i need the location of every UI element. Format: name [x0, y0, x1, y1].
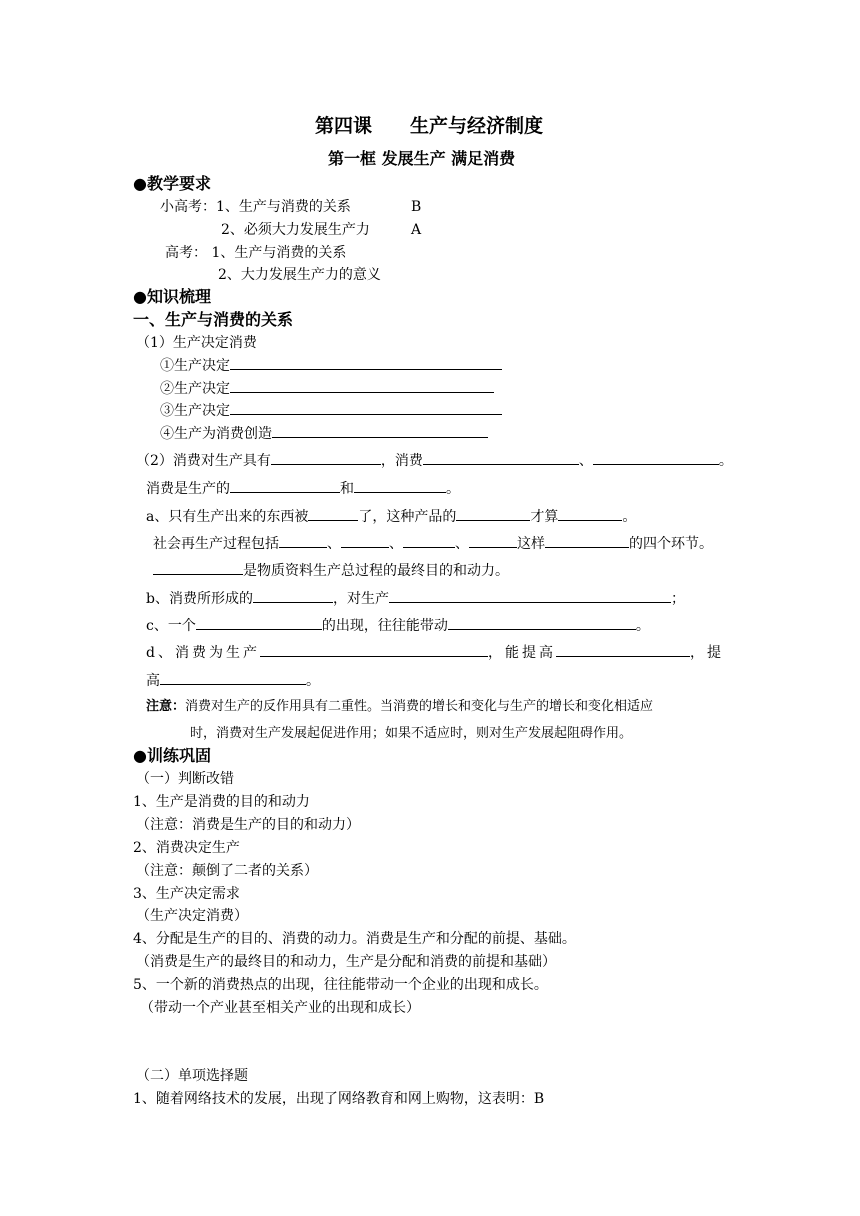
p1-item-b: ②生产决定 — [160, 378, 494, 399]
p2-line: （2）消费对生产具有 ，消费 、 。 — [136, 450, 733, 471]
training-item-2: 2、消费决定生产 — [133, 840, 240, 856]
req-xiao-1: 小高考：1、生产与消费的关系 — [160, 199, 351, 215]
training-part2: （二）单项选择题 — [136, 1068, 248, 1084]
req-xiao-2-grade: A — [411, 222, 422, 238]
training-item-5-note: （带动一个产业甚至相关产业的出现和成长） — [140, 1000, 420, 1016]
req-xiao-1-grade: B — [411, 199, 422, 215]
training-item-4-note: （消费是生产的最终目的和动力，生产是分配和消费的前提和基础） — [136, 954, 556, 970]
p1-item-d: ④生产为消费创造 — [160, 423, 488, 444]
training-item-5: 5、一个新的消费热点的出现，往往能带动一个企业的出现和成长。 — [133, 977, 548, 993]
training-item-2-note: （注意：颠倒了二者的关系） — [136, 863, 318, 879]
page-subtitle: 第一框 发展生产 满足消费 — [328, 149, 516, 168]
p1-item-a: ①生产决定 — [160, 355, 502, 376]
page-title: 第四课 生产与经济制度 — [315, 115, 544, 137]
training-item-1-note: （注意：消费是生产的目的和动力） — [136, 817, 360, 833]
fill-b-line: b、消费所形成的 ，对生产 ； — [146, 588, 685, 609]
fill-a-line1: a、只有生产出来的东西被 了，这种产品的 才算 。 — [146, 506, 636, 527]
fill-d-line2: 高 。 — [146, 670, 320, 691]
training-item-1: 1、生产是消费的目的和动力 — [133, 794, 310, 810]
heading-part1: 一、生产与消费的关系 — [133, 310, 294, 329]
training-part1: （一）判断改错 — [136, 771, 234, 787]
note-line2: 时，消费对生产发展起促进作用；如果不适应时，则对生产发展起阻碍作用。 — [190, 726, 633, 741]
heading-training: ●训练巩固 — [133, 746, 211, 765]
training-item-4: 4、分配是生产的目的、消费的动力。消费是生产和分配的前提、基础。 — [133, 931, 576, 947]
fill-a-line3: 是物质资料生产总过程的最终目的和动力。 — [153, 560, 509, 581]
heading-teaching-requirements: ●教学要求 — [133, 174, 211, 193]
req-gao-2: 2、大力发展生产力的意义 — [218, 267, 381, 283]
fill-c-line: c、一个 的出现，往往能带动 。 — [146, 615, 650, 636]
note-line1: 注意：消费对生产的反作用具有二重性。当消费的增长和变化与生产的增长和变化相适应 — [146, 699, 654, 714]
p1-title: （1）生产决定消费 — [136, 335, 257, 351]
req-xiao-2: 2、必须大力发展生产力 — [221, 222, 370, 238]
training-item-3-note: （生产决定消费） — [136, 908, 248, 924]
req-gao-1: 高考： 1、生产与消费的关系 — [165, 245, 347, 261]
p3-line: 消费是生产的 和 。 — [146, 478, 460, 499]
fill-a-line2: 社会再生产过程包括 、 、 、 这样 的四个环节。 — [153, 533, 713, 554]
heading-knowledge-review: ●知识梳理 — [133, 287, 211, 306]
fill-d-line1: d、消费为生产 ，能提高 ，提 — [146, 642, 724, 663]
p1-item-c: ③生产决定 — [160, 400, 502, 421]
training-question-1: 1、随着网络技术的发展，出现了网络教育和网上购物，这表明：B — [133, 1091, 545, 1107]
training-item-3: 3、生产决定需求 — [133, 886, 240, 902]
